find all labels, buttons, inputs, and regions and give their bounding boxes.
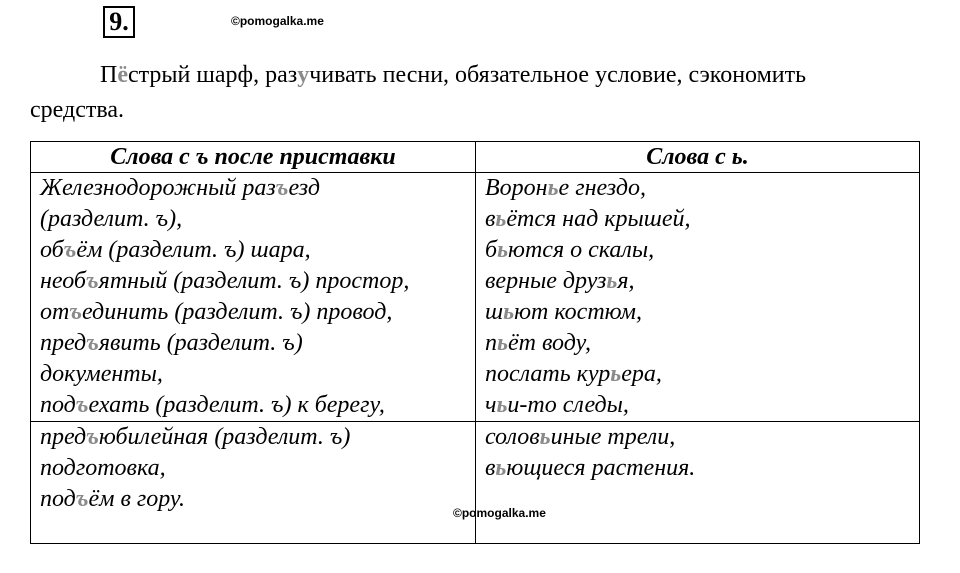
highlighted-letter: ъ (69, 299, 82, 325)
highlighted-letter: ь (497, 237, 509, 263)
highlighted-letter: ь (539, 424, 551, 450)
word-line (40, 173, 475, 204)
intro-paragraph (30, 58, 910, 128)
text-segment: ём (разделит. ъ) шара, (76, 237, 311, 263)
text-segment: в (485, 455, 496, 481)
highlighted-letter: ъ (75, 392, 89, 418)
highlighted-letter: ё (117, 62, 128, 88)
text-segment: п (485, 330, 497, 356)
word-line (485, 204, 919, 235)
text-segment: езд (288, 175, 320, 201)
text-segment: ются о скалы, (508, 237, 655, 263)
word-line (40, 484, 475, 515)
header-hard-sign: Слова с ъ после приставки (31, 142, 476, 173)
intro-line-2 (30, 97, 124, 123)
word-line (485, 359, 919, 390)
highlighted-letter: ь (495, 206, 507, 232)
text-segment: ёт воду, (507, 330, 592, 356)
text-segment: ётся над крышей, (506, 206, 691, 232)
text-segment: пред (40, 330, 87, 356)
text-segment: в (485, 206, 496, 232)
text-segment: пред (40, 424, 87, 450)
text-segment: юбилейная (разделит. ъ) (98, 424, 351, 450)
text-segment: Железнодорожный раз (40, 175, 276, 201)
text-segment: иные трели, (550, 424, 676, 450)
text-segment: верные друз (485, 268, 607, 294)
word-line (485, 453, 919, 484)
text-segment: стрый шарф, раз (128, 62, 298, 88)
intro-line-1 (30, 58, 910, 93)
highlighted-letter: ь (547, 175, 559, 201)
header-soft-sign: Слова с ь. (476, 142, 920, 173)
text-segment: явить (разделит. ъ) (98, 330, 303, 356)
text-segment: ём в гору. (88, 486, 186, 512)
word-line (485, 422, 919, 453)
text-segment: под (40, 392, 76, 418)
word-table (30, 141, 920, 544)
text-segment: документы, (40, 361, 163, 387)
watermark-bottom: ©pomogalka.me (453, 506, 546, 520)
text-segment: ч (485, 392, 497, 418)
text-segment: чивать песни, обязательное условие, сэкономить (309, 62, 807, 88)
highlighted-letter: ь (610, 361, 622, 387)
text-segment: подготовка, (40, 455, 166, 481)
word-line (485, 328, 919, 359)
text-segment: (разделит. ъ), (40, 206, 183, 232)
word-line (40, 422, 475, 453)
task-number: 9. (103, 6, 135, 38)
text-segment: е гнездо, (558, 175, 646, 201)
text-segment: об (40, 237, 64, 263)
word-line (40, 453, 475, 484)
text-segment: П (100, 62, 118, 88)
word-line (40, 204, 475, 235)
text-segment: б (485, 237, 498, 263)
text-segment: ера, (621, 361, 662, 387)
highlighted-letter: ъ (86, 424, 99, 450)
word-line (40, 235, 475, 266)
table-header-row (31, 142, 920, 173)
text-segment: под (40, 486, 76, 512)
text-segment: ятный (разделит. ъ) простор, (98, 268, 410, 294)
cell-hard-sign-words (31, 173, 476, 422)
highlighted-letter: ь (503, 299, 515, 325)
table-row (31, 173, 920, 422)
word-line (40, 266, 475, 297)
highlighted-letter: ь (497, 330, 508, 356)
word-line (40, 390, 475, 421)
highlighted-letter: ъ (86, 330, 99, 356)
text-segment: Ворон (485, 175, 548, 201)
text-segment: от (40, 299, 70, 325)
text-segment: необ (40, 268, 86, 294)
text-segment: и-то следы, (507, 392, 629, 418)
highlighted-letter: ь (496, 392, 508, 418)
table-row (31, 422, 920, 544)
highlighted-letter: ь (606, 268, 618, 294)
word-line (40, 359, 475, 390)
word-line (485, 266, 919, 297)
text-segment: ш (485, 299, 504, 325)
highlighted-letter: ъ (75, 486, 89, 512)
text-segment: средства. (30, 97, 125, 123)
text-segment: единить (разделит. ъ) провод, (82, 299, 393, 325)
cell-hard-sign-words (31, 422, 476, 544)
word-line (485, 390, 919, 421)
highlighted-letter: у (297, 62, 310, 88)
text-segment: ехать (разделит. ъ) к берегу, (88, 392, 385, 418)
cell-soft-sign-words (476, 422, 920, 544)
word-line (485, 297, 919, 328)
text-segment: солов (485, 424, 540, 450)
highlighted-letter: ъ (86, 268, 99, 294)
highlighted-letter: ъ (275, 175, 289, 201)
text-segment: послать кур (485, 361, 611, 387)
highlighted-letter: ь (495, 455, 507, 481)
text-segment: я, (617, 268, 635, 294)
word-line (485, 173, 919, 204)
highlighted-letter: ъ (63, 237, 77, 263)
word-line (40, 328, 475, 359)
text-segment: ют костюм, (514, 299, 642, 325)
word-line (485, 235, 919, 266)
word-line (40, 297, 475, 328)
watermark-top: ©pomogalka.me (231, 14, 324, 28)
text-segment: ющиеся растения. (506, 455, 696, 481)
cell-soft-sign-words (476, 173, 920, 422)
